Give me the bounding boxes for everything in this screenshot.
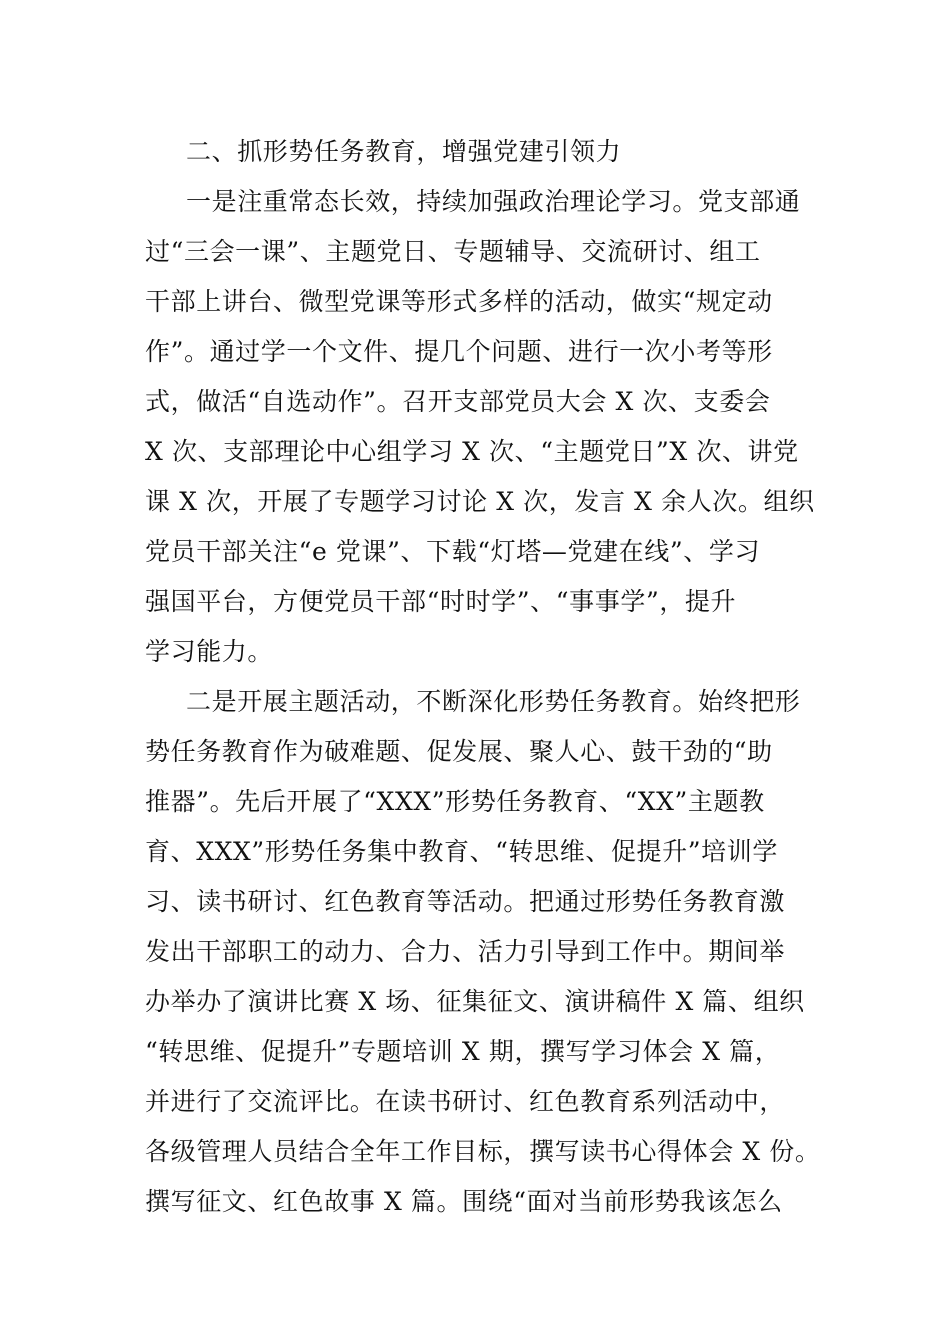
paragraph-line: 育、XXX”形势任务集中教育、“转思维、促提升”培训学	[145, 837, 778, 866]
paragraph-line: 推器”。先后开展了“XXX”形势任务教育、“XX”主题教	[145, 787, 765, 816]
paragraph-line: 课 X 次，开展了专题学习讨论 X 次，发言 X 余人次。组织	[145, 487, 815, 516]
paragraph-line: 一是注重常态长效，持续加强政治理论学习。党支部通	[186, 187, 801, 216]
paragraph-line: 干部上讲台、微型党课等形式多样的活动，做实“规定动	[145, 287, 773, 316]
paragraph-line: 并进行了交流评比。在读书研讨、红色教育系列活动中，	[145, 1087, 786, 1116]
paragraph-line: 式，做活“自选动作”。召开支部党员大会 X 次、支委会	[145, 387, 771, 416]
paragraph-line: 党员干部关注“e 党课”、下载“灯塔—党建在线”、学习	[145, 537, 761, 566]
paragraph-line: 作”。通过学一个文件、提几个问题、进行一次小考等形	[145, 337, 773, 366]
paragraph-line: 撰写征文、红色故事 X 篇。围绕“面对当前形势我该怎么	[145, 1187, 783, 1216]
paragraph-line: “转思维、促提升”专题培训 X 期，撰写学习体会 X 篇，	[145, 1037, 781, 1066]
paragraph-line: 各级管理人员结合全年工作目标，撰写读书心得体会 X 份。	[145, 1137, 821, 1166]
paragraph-line: 发出干部职工的动力、合力、活力引导到工作中。期间举	[145, 937, 786, 966]
paragraph-line: 强国平台，方便党员干部“时时学”、“事事学”，提升	[145, 587, 737, 616]
paragraph-line: 办举办了演讲比赛 X 场、征集征文、演讲稿件 X 篇、组织	[145, 987, 805, 1016]
paragraph-line: X 次、支部理论中心组学习 X 次、“主题党日”X 次、讲党	[145, 437, 799, 466]
paragraph-line: 势任务教育作为破难题、促发展、聚人心、鼓干劲的“助	[145, 737, 773, 766]
paragraph-line: 习、读书研讨、红色教育等活动。把通过形势任务教育激	[145, 887, 786, 916]
paragraph-line: 学习能力。	[145, 637, 274, 666]
paragraph-line: 二是开展主题活动，不断深化形势任务教育。始终把形	[186, 687, 801, 716]
paragraph-line: 过“三会一课”、主题党日、专题辅导、交流研讨、组工	[145, 237, 761, 266]
section-heading: 二、抓形势任务教育，增强党建引领力	[186, 137, 622, 166]
